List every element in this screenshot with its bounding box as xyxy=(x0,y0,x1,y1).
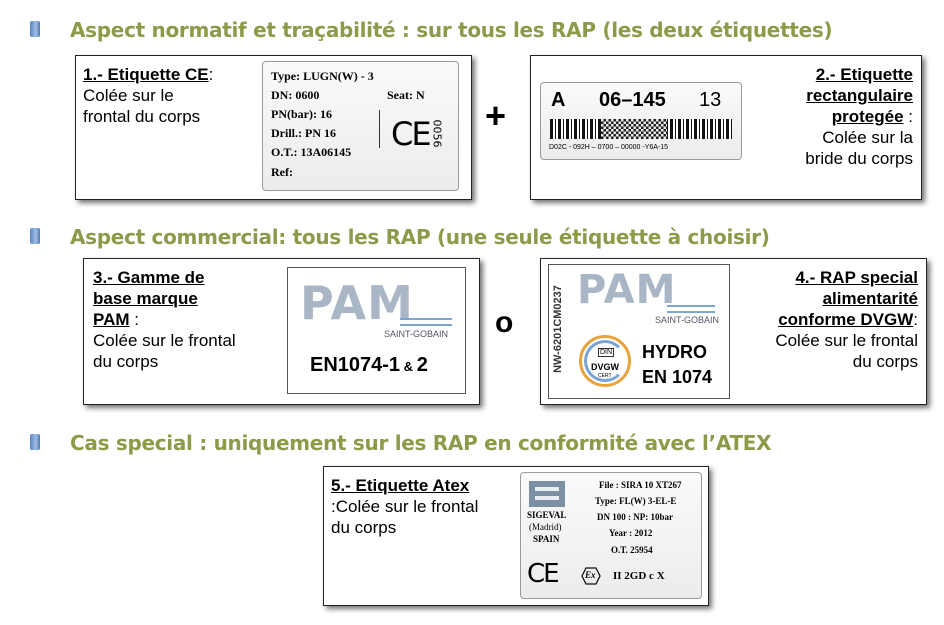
plate-seat: Seat: N xyxy=(387,88,425,102)
card-description: bride du corps xyxy=(805,149,913,168)
wave-icon xyxy=(400,318,452,326)
section-heading-special: Cas special : uniquement sur les RAP en conformité avec l’ATEX xyxy=(70,431,772,455)
card-title: 5.- Etiquette Atex xyxy=(331,476,470,495)
vertical-code: NW-6201CM0237 xyxy=(552,285,564,373)
ce-mark-icon: CE xyxy=(527,559,558,589)
wave-icon xyxy=(667,305,715,313)
divider xyxy=(379,110,380,148)
plate-year: Year : 2012 xyxy=(609,528,653,538)
card-etiquette-ce xyxy=(75,55,472,200)
norm-text: EN 1074 xyxy=(642,367,713,387)
plate-drill: Drill.: PN 16 xyxy=(271,126,336,140)
plate-type: Type: FL(W) 3-EL-E xyxy=(595,496,677,506)
card-gamme-pam xyxy=(83,258,480,405)
plate-code: 06–145 xyxy=(599,89,666,111)
card-text: 1.- Etiquette CE: Colée sur le frontal du corps xyxy=(83,65,214,126)
atex-label-plate xyxy=(520,472,702,599)
card-description: frontal du corps xyxy=(83,107,201,126)
card-description: du corps xyxy=(852,352,918,371)
plate-number: 13 xyxy=(699,89,722,111)
section-heading-commercial: Aspect commercial: tous les RAP (une seule étiquette à choisir) xyxy=(70,225,770,249)
card-description: Colée sur le xyxy=(83,86,174,105)
ce-mark-icon: CE xyxy=(391,115,430,153)
pam-label-plate xyxy=(287,267,466,394)
card-etiquette-rectangulaire xyxy=(530,55,922,200)
card-etiquette-atex xyxy=(323,466,709,606)
bullet-icon xyxy=(30,21,40,37)
card-description: Colée sur le frontal xyxy=(93,331,236,350)
pam-logo: PAM xyxy=(577,267,677,313)
card-title: 4.- RAP special xyxy=(795,268,918,287)
card-title: 2.- Etiquette xyxy=(815,65,913,84)
card-text xyxy=(331,475,521,538)
card-text: 4.- RAP special alimentarité conforme DVGW: Colée sur le frontal du corps xyxy=(775,268,918,371)
plate-ot: O.T. 25954 xyxy=(611,545,653,555)
plus-sign: + xyxy=(485,95,507,136)
saint-gobain-text: SAINT-GOBAIN xyxy=(384,329,449,339)
or-sign: o xyxy=(495,306,514,339)
card-description: :Colée sur le frontal xyxy=(331,497,479,516)
card-description: Colée sur le frontal xyxy=(775,331,918,350)
sigeval-logo-icon xyxy=(529,481,565,507)
maker-city: (Madrid) xyxy=(529,522,562,532)
maker-name: SIGEVAL xyxy=(527,510,567,520)
atex-marking: II 2GD c X xyxy=(613,570,665,582)
plate-ot: O.T.: 13A06145 xyxy=(271,145,352,159)
card-description: du corps xyxy=(331,518,397,537)
pam-logo: PAM xyxy=(300,276,414,330)
card-rap-special-dvgw xyxy=(540,258,927,405)
card-text: 2.- Etiquette rectangulaire protegée : Colée sur la bride du corps xyxy=(805,65,913,168)
card-description: du corps xyxy=(93,352,159,371)
saint-gobain-text: SAINT-GOBAIN xyxy=(655,315,720,325)
plate-type: Type: LUGN(W) - 3 xyxy=(271,69,374,83)
ex-hexagon-icon: Ex xyxy=(581,567,601,585)
plate-dn: DN: 0600 xyxy=(271,88,320,102)
card-title: 1.- Etiquette CE xyxy=(83,65,209,84)
plate-file: File : SIRA 10 XT267 xyxy=(599,480,682,490)
plate-ref: Ref: xyxy=(271,165,293,179)
card-title: 3.- Gamme de xyxy=(93,268,205,287)
dvgw-logo-icon: DIN DVGW CERT xyxy=(579,335,631,387)
bullet-icon xyxy=(30,228,40,244)
plate-pn: PN(bar): 16 xyxy=(271,107,332,121)
datamatrix-icon xyxy=(601,119,667,139)
section-heading-normatif: Aspect normatif et traçabilité : sur tous les RAP (les deux étiquettes) xyxy=(70,18,833,42)
card-description: Colée sur la xyxy=(822,128,913,147)
notified-body-number: 0056 xyxy=(430,119,444,148)
hydro-text: HYDRO xyxy=(642,342,708,362)
card-text: 3.- Gamme de base marque PAM : Colée sur le frontal du corps xyxy=(93,268,236,371)
barcode-label-plate xyxy=(540,82,742,160)
plate-letter: A xyxy=(551,89,566,111)
maker-country: SPAIN xyxy=(533,534,560,544)
plate-small-code: D02C - 092H – 0700 – 00000 -Y6A-15 xyxy=(549,144,669,151)
ce-label-plate xyxy=(262,61,459,191)
bullet-icon xyxy=(30,434,40,450)
dvgw-label-plate xyxy=(548,264,730,399)
plate-dn: DN 100 : NP: 10bar xyxy=(597,512,673,522)
norm-text: EN1074-1 & 2 xyxy=(310,354,428,376)
